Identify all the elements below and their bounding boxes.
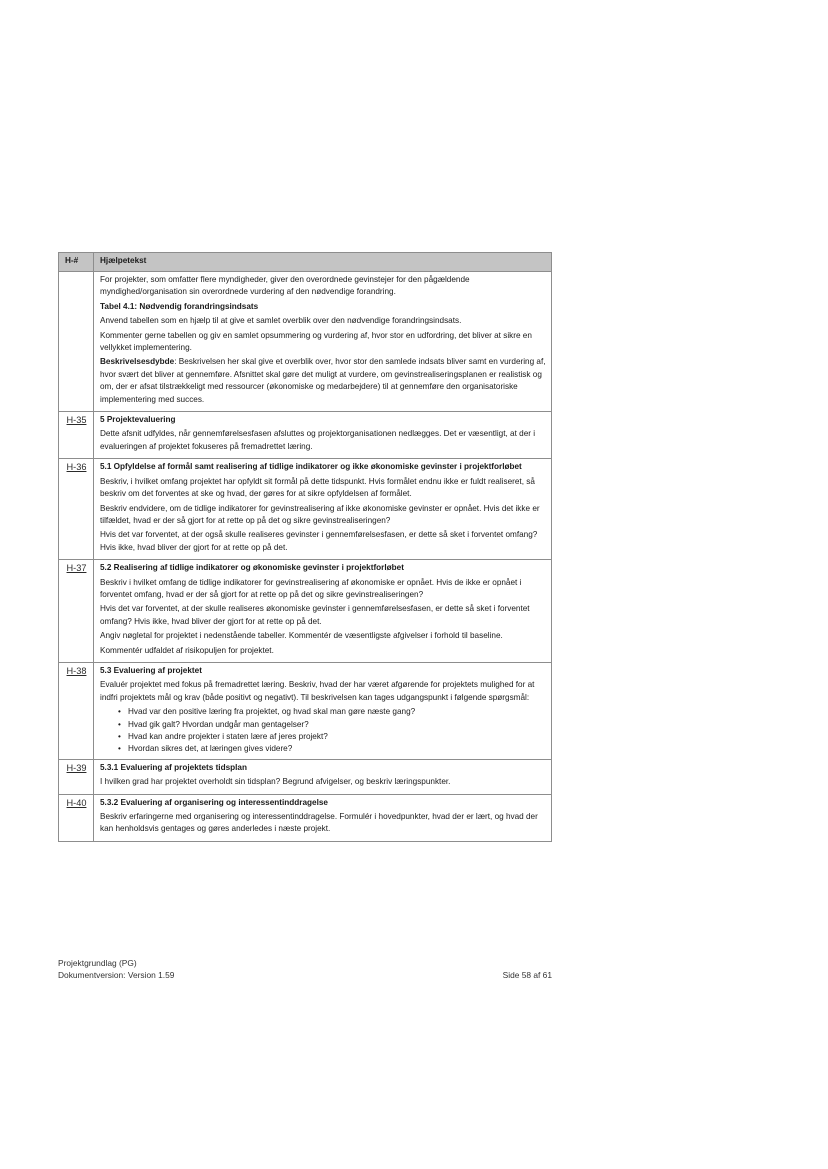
row-id-cell [59, 272, 94, 412]
paragraph: Angiv nøgletal for projektet i nedenstående tabeller. Kommentér de væsentligste afgivelser i forhold til baseline. [100, 631, 503, 641]
row-text-cell [94, 759, 552, 794]
row-text-cell [94, 272, 552, 412]
paragraph: Kommenter gerne tabellen og giv en samlet opsummering og vurdering af, hvor stor en udfordring, det bliver at sikre en vellykket implementering. [100, 330, 532, 353]
table-row [59, 272, 552, 412]
row-id-cell [59, 560, 94, 663]
table-header-row [59, 253, 552, 272]
paragraph: Beskriv endvidere, om de tidlige indikatorer for gevinstrealisering af ikke økonomiske gevinster er opnået. Hvis det ikke er tilfældet, hvad er der så gjort for at rette op på det og sikre gevinstrealiseringen? [100, 503, 540, 525]
list-item: • Hvordan sikres det, at læringen gives videre? [118, 743, 546, 755]
footer-document-version: Dokumentversion: Version 1.59 [58, 969, 175, 980]
row-id-link[interactable]: H-36 [66, 462, 87, 473]
paragraph: Hvis det var forventet, at der også skulle realiseres gevinster i gennemførelsesfasen, er dette så sket i forventet omfang? Hvis ikke, hvad bliver der gjort for at rette op på det. [100, 530, 538, 552]
row-id-link[interactable]: H-39 [66, 762, 87, 773]
section-heading: 5.3 Evaluering af projektet [100, 665, 202, 675]
row-id-link[interactable]: H-38 [66, 665, 87, 676]
paragraph: For projekter, som omfatter flere myndigheder, giver den overordnede gevinstejer for den pågældende myndighed/organisation sin overordnede vurdering af den nødvendige forandring. [100, 275, 470, 297]
paragraph [100, 356, 546, 406]
row-id-link[interactable]: H-35 [66, 415, 87, 426]
column-header-helptext: Hjælpetekst [94, 253, 552, 272]
list-item: • Hvad gik galt? Hvordan undgår man gentagelser? [118, 719, 546, 731]
row-text-cell [94, 560, 552, 663]
paragraph: Dette afsnit udfyldes, når gennemførelsesfasen afsluttes og projektorganisationen nedlægges. Det er væsentligt, at der i evalueringen af projektet fokuseres på fremadrettet læring. [100, 429, 536, 451]
row-id-link[interactable]: H-40 [66, 797, 87, 808]
table-row [59, 662, 552, 759]
paragraph-text: : Beskrivelsen her skal give et overblik over, hvor stor den samlede indsats bliver samt en vurdering af, hvor svært det bliver at gennemføre. Afsnittet skal gøre det muligt at vurdere, om gevinstrealiseringsplanen er realistisk og om, der er afsat tilstrækkeligt med ressourcer (økonomiske og medarbejdere) til at gennemføre den organisatoriske implementering med succes. [100, 357, 546, 404]
table-row [59, 459, 552, 560]
bold-label: Beskrivelsesdybde [100, 357, 175, 367]
list-item: • Hvad kan andre projekter i staten lære af jeres projekt? [118, 731, 546, 743]
row-text-cell [94, 794, 552, 841]
footer-page-number: Side 58 af 61 [502, 970, 552, 980]
section-heading: 5.3.2 Evaluering af organisering og interessentinddragelse [100, 797, 328, 807]
bullet-list [100, 706, 546, 756]
paragraph: Anvend tabellen som en hjælp til at give et samlet overblik over den nødvendige forandringsindsats. [100, 316, 462, 326]
page-footer [58, 958, 552, 981]
table-row [59, 794, 552, 841]
row-text-cell [94, 662, 552, 759]
paragraph: Hvis det var forventet, at der skulle realiseres økonomiske gevinster i gennemførelsesfasen, er dette så sket i forventet omfang? Hvis ikke, hvad bliver der gjort for at rette op på det. [100, 604, 530, 626]
row-id-cell [59, 759, 94, 794]
row-text-cell [94, 459, 552, 560]
list-item: • Hvad var den positive læring fra projektet, og hvad skal man gøre næste gang? [118, 706, 546, 718]
section-heading: 5.1 Opfyldelse af formål samt realisering af tidlige indikatorer og ikke økonomiske gevinster i projektforløbet [100, 462, 522, 472]
row-id-cell [59, 412, 94, 459]
paragraph: Evaluér projektet med fokus på fremadrettet læring. Beskriv, hvad der har været afgørende for projektets mulighed for at indfri projektets mål og krav (både positivt og negativt). Til beskrivelsen kan tages udgangspunkt i følgende spørgsmål: [100, 680, 535, 702]
section-heading: 5.2 Realisering af tidlige indikatorer og økonomiske gevinster i projektforløbet [100, 563, 404, 573]
help-text-table [58, 252, 552, 842]
column-header-number: H-# [59, 253, 94, 272]
row-id-cell [59, 662, 94, 759]
paragraph: Beskriv, i hvilket omfang projektet har opfyldt sit formål på dette tidspunkt. Hvis formålet endnu ikke er fuldt realiseret, så beskriv om det forventes at ske og hvad, der gøres for at sikre opfyldelsen af formålet. [100, 476, 535, 499]
section-heading: 5 Projektevaluering [100, 415, 176, 425]
row-text-cell [94, 412, 552, 459]
paragraph: Beskriv erfaringerne med organisering og interessentinddragelse. Formulér i hovedpunkter, hvad der er lært, og hvad der kan henholdsvis gentages og gøres anderledes i næste projekt. [100, 812, 538, 834]
footer-document-title: Projektgrundlag (PG) [58, 958, 137, 968]
section-heading: Tabel 4.1: Nødvendig forandringsindsats [100, 301, 259, 311]
table-row [59, 560, 552, 663]
paragraph: Kommentér udfaldet af risikopuljen for projektet. [100, 645, 274, 655]
paragraph: I hvilken grad har projektet overholdt sin tidsplan? Begrund afvigelser, og beskriv læringspunkter. [100, 777, 451, 787]
table-row [59, 759, 552, 794]
table-row [59, 412, 552, 459]
paragraph: Beskriv i hvilket omfang de tidlige indikatorer for gevinstrealisering af økonomiske er opnået. Hvis de ikke er opnået i forventet omfang, hvad er der så gjort for at rette op på det og sikre gevinstrealiseringen? [100, 577, 522, 599]
section-heading: 5.3.1 Evaluering af projektets tidsplan [100, 762, 247, 772]
row-id-link[interactable]: H-37 [66, 563, 87, 574]
row-id-cell [59, 794, 94, 841]
row-id-cell [59, 459, 94, 560]
